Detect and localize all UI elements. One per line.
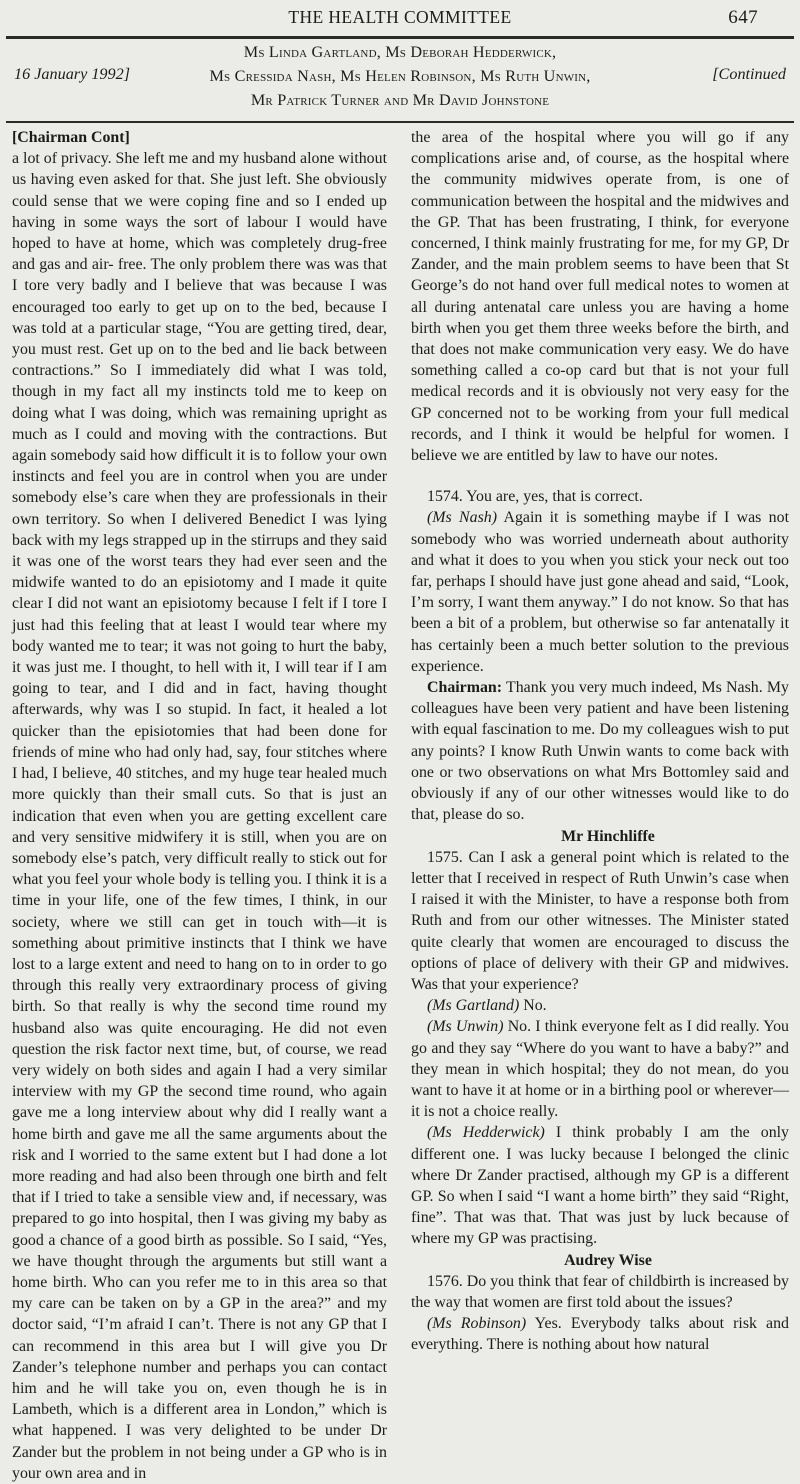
answer-hedderwick <box>411 1122 789 1249</box>
speaker-continuation <box>12 127 387 148</box>
testimony-continued: the area of the hospital where you will go if any complications arise and, of course, as the hospital where the community midwives operate from, is one of communication between the hospital and the midwives and the GP. That has been frustrating, I think, for everyone concerned, I think mainly frustrating for me, for my GP, Dr Zander, and the main problem seems to have been that St George’s do not hand over full medical notes to women at all during antenatal care unless you are having a home birth when you get them three weeks before the birth, and that does not make communication very easy. We do have something called a co-op card but that is not your full medical records and it is obviously not very easy for the GP concerned not to be working from your full medical records, and I think it would be helpful for women. I believe we are entitled by law to have our notes. <box>411 129 789 465</box>
speaker-nash: (Ms Nash) <box>427 509 498 527</box>
speaker-hedderwick: (Ms Hedderwick) <box>427 1124 545 1142</box>
speaker-chairman: Chairman: <box>427 679 503 697</box>
session-date: 16 January 1992] <box>14 65 130 83</box>
speaker-unwin: (Ms Unwin) <box>427 1018 504 1036</box>
question-1574: 1574. You are, yes, that is correct. <box>427 488 643 506</box>
answer-nash-text: Again it is something maybe if I was not somebody who was worried underneath about authority and what it does to you when you stick your neck out too far, perhaps I should have just gone ahead and said, “Look, I’m sorry, I want them anyway.” I do not know. So that has been a bit of a problem, but otherwise so far antenatally it has certainly been a much better solution to the previous experience. <box>411 509 789 675</box>
speaker-robinson: (Ms Robinson) <box>427 1315 527 1333</box>
heading-hinchliffe: Mr Hinchliffe <box>561 827 655 845</box>
header-rule <box>6 36 794 39</box>
answer-gartland <box>411 995 789 1016</box>
answer-robinson <box>411 1313 789 1355</box>
page-number: 647 <box>728 7 758 28</box>
heading-wise: Audrey Wise <box>564 1251 652 1269</box>
witness-line-1: Ms Linda Gartland, Ms Deborah Hedderwick, <box>243 43 557 61</box>
chairman-remark <box>411 677 789 825</box>
speaker-label: [Chairman Cont] <box>12 129 130 146</box>
witness-rule <box>6 121 794 123</box>
witness-line-2: Ms Cressida Nash, Ms Helen Robinson, Ms Ruth Unwin, <box>209 67 591 85</box>
answer-robinson-text: Yes. Everybody talks about risk and everything. There is nothing about how natural <box>411 1315 789 1354</box>
answer-unwin <box>411 1016 789 1122</box>
answer-nash <box>411 507 789 677</box>
question-1575: 1575. Can I ask a general point which is related to the letter that I received in respect of Ruth Unwin’s case when I raised it with the Minister, to have a response both from Ruth and from our other witnesses. The Minister stated quite clearly that women are encouraged to discuss the options of place of delivery with their GP and midwives. Was that your experience? <box>411 848 789 993</box>
continued-marker: [Continued <box>712 65 786 83</box>
answer-gartland-text: No. <box>519 997 547 1015</box>
chairman-remark-text: Thank you very much indeed, Ms Nash. My colleagues have been very patient and have been listening with equal fascination to me. Do my colleagues wish to put any points? I know Ruth Unwin wants to come back with one or two observations on what Mrs Bottomley said and obviously if any of our other witnesses would like to do that, please do so. <box>411 679 789 824</box>
left-column <box>12 127 387 1484</box>
right-column <box>411 127 789 1356</box>
witness-block <box>0 43 800 118</box>
answer-hedderwick-text: I think probably I am the only different one. I was lucky because I belonged the clinic where Dr Zander practised, although my GP is a different GP. So when I said “I want a home birth” they said “Right, fine”. That was that. That was just by luck because of where my GP was practising. <box>411 1124 789 1248</box>
testimony-paragraph: a lot of privacy. She left me and my husband alone without us having even asked for that. She just left. She obviously could sense that we were coping fine and so I ended up having in some ways the sort of labour I would have hoped to have at home, which was completely drug-free and gas and air- free. The only problem there was was that I tore very badly and I believe that was because I was encouraged too early to get up on to the bed, because I was told at a particular stage, “You are getting tired, dear, you must rest. Get up on to the bed and lie back between contractions.” So I immediately did what I was told, though in my fact all my instincts told me to keep on doing what I was doing, which was remaining upright as much as I could and moving with the contractions. But again somebody said how difficult it is to follow your own instincts and feel you are in control when you are under somebody else’s care when they are professionals in their own territory. So when I delivered Benedict I was lying back with my legs strapped up in the stirrups and they said it was one of the worst tears they had ever seen and the midwife wanted to do an episiotomy and I made it quite clear I did not want an episiotomy because I felt if I tore I just had this feeling that at least I would tear where my body wanted me to tear; it was not going to hurt the baby, it was just me. I thought, to hell with it, I will tear if I am going to tear, and I did and in fact, having thought afterwards, why was I so stupid. In fact, it healed a lot quicker than the episiotomies that had been done for friends of mine who had only had, say, four stitches where I had, I believe, 40 stitches, and my huge tear healed much more quickly than their small cuts. So that is just an indication that even when you are getting excellent care and very sensitive midwifery it is still, when you are on somebody else’s patch, very difficult really to stick out for what you feel your whole body is telling you. I think it is a time in your life, one of the few times, I think, in our society, where we still can get in touch with—it is something about primitive instincts that I think we have lost to a large extent and need to hang on to in order to go through this really very extraordinary process of giving birth. So that really is why the second time round my husband also was quite encouraging. He did not even question the risk factor next time, but, of course, we read very widely on both sides and again I had a very similar interview with my GP the second time round, who again gave me a long interview about why did I really want a home birth and gave me all the same arguments about the risk and I worried to the same extent but I had done a lot more reading and had also been through one birth and felt that if I tried to take a sensible view and, if necessary, was prepared to go into hospital, then I was giving my baby as good a chance of a good birth as possible. So I said, “Yes, we have thought through the arguments but still want a home birth. Who can you refer me to in this area so that my care can be taken on by a GP in the area?” and my doctor said, “I’m afraid I can’t. There is not any GP that I can recommend in this area but I will give you Dr Zander’s telephone number and perhaps you can contact him and he will take you on, even though he is in Lambeth, which is a different area in London,” which is what happened. I was very delighted to be under Dr Zander but the problem in not being under a GP who is in your own area and in <box>12 150 387 1482</box>
speaker-gartland: (Ms Gartland) <box>427 997 520 1015</box>
running-title: THE HEALTH COMMITTEE <box>288 7 512 27</box>
question-1576: 1576. Do you think that fear of childbirth is increased by the way that women are first told about the issues? <box>411 1272 789 1311</box>
answer-unwin-text: No. I think everyone felt as I did really. You go and they say “Where do you want to have a baby?” and they mean in which hospital; they do not mean, do you want to have it at home or in a birthing pool or wherever—it is not a choice really. <box>411 1018 789 1121</box>
witness-line-3: Mr Patrick Turner and Mr David Johnstone <box>250 91 550 109</box>
